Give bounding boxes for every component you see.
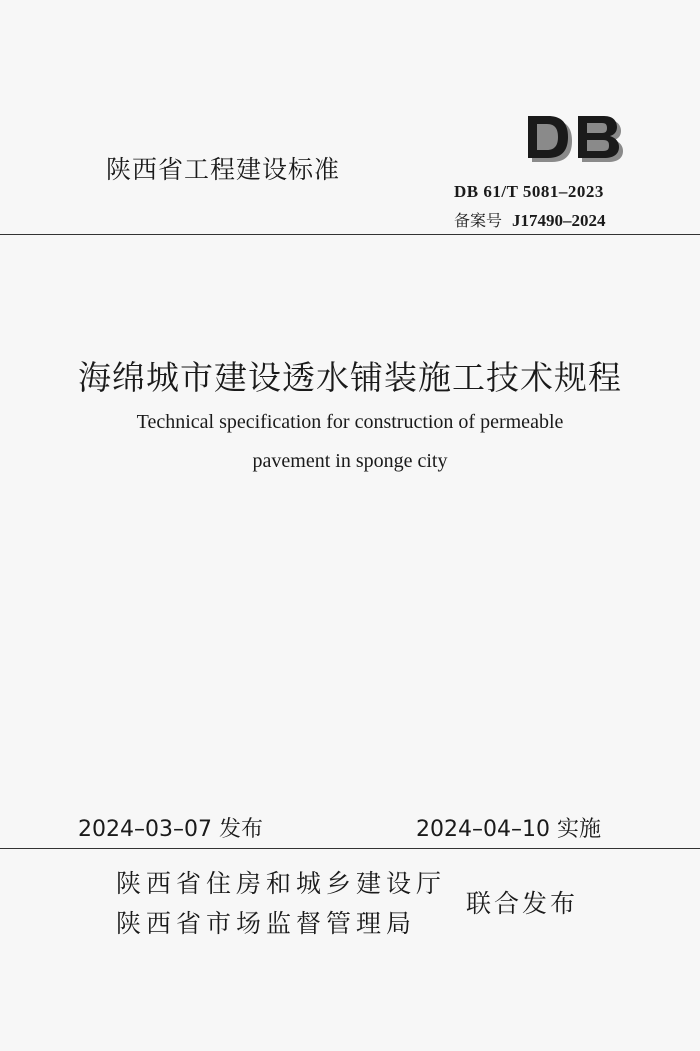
db-logo [524, 114, 624, 164]
standard-type: 陕西省工程建设标准 [106, 155, 341, 184]
joint-issue-label: 联合发布 [466, 889, 579, 918]
issuer-market-regulation: 陕西省市场监督管理局 [116, 909, 417, 938]
record-number: J17490–2024 [512, 211, 606, 230]
standard-code: DB 61/T 5081–2023 [454, 182, 604, 201]
issuer-housing-department: 陕西省住房和城乡建设厅 [116, 869, 447, 898]
title-english-line-2: pavement in sponge city [252, 450, 448, 472]
title-chinese: 海绵城市建设透水铺装施工技术规程 [78, 361, 622, 397]
top-divider [0, 234, 700, 235]
publish-date: 2024–03–07 发布 [78, 817, 263, 842]
implement-date: 2024–04–10 实施 [416, 817, 601, 842]
record-label: 备案号 [454, 211, 503, 230]
bottom-divider [0, 848, 700, 849]
record-line [454, 208, 606, 231]
title-english-line-1: Technical specification for construction of permeable [136, 411, 564, 433]
